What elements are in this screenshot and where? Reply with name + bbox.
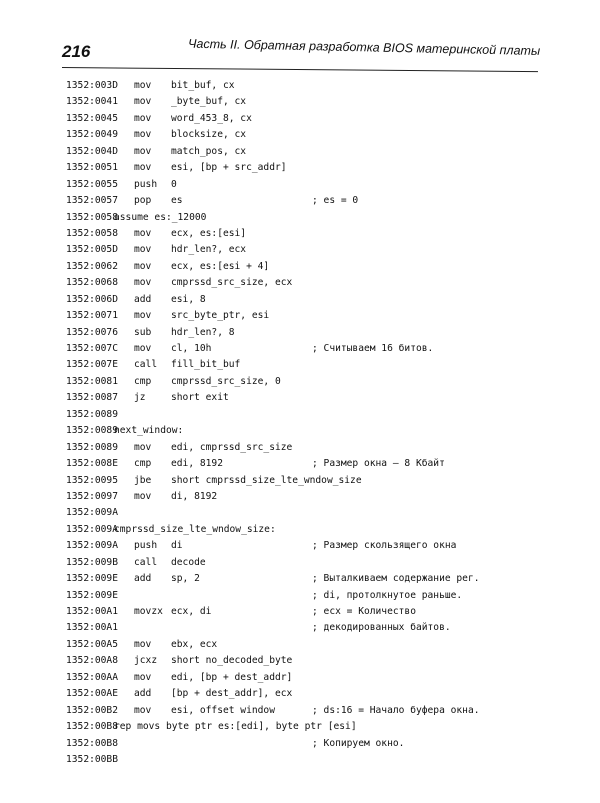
code-address: 1352:009E xyxy=(66,589,118,601)
page-number: 216 xyxy=(62,42,91,61)
code-address: 1352:0062 xyxy=(66,260,118,272)
code-address: 1352:008E xyxy=(66,458,118,470)
code-line xyxy=(66,127,546,143)
code-address: 1352:005D xyxy=(66,244,118,256)
code-line xyxy=(66,473,546,489)
code-operands: cl, 10h xyxy=(171,343,212,354)
code-comment: ; декодированных байтов. xyxy=(312,622,451,634)
code-mnemonic: mov xyxy=(134,704,152,716)
code-line xyxy=(66,538,546,554)
code-mnemonic: mov xyxy=(134,343,152,354)
code-address: 1352:0089 xyxy=(66,441,118,453)
code-comment: ; di, протолкнутое раньше. xyxy=(312,589,463,601)
code-operands: blocksize, cx xyxy=(171,129,247,141)
code-mnemonic: push xyxy=(134,540,158,552)
code-operands: ecx, es:[esi + 4] xyxy=(171,260,270,272)
code-address: 1352:00A1 xyxy=(66,606,118,617)
code-address: 1352:0055 xyxy=(66,178,118,190)
code-line xyxy=(66,341,546,357)
code-operands: di xyxy=(171,540,183,552)
code-line xyxy=(66,604,546,620)
code-line xyxy=(66,292,546,308)
code-mnemonic: call xyxy=(134,359,158,371)
code-operands: hdr_len?, 8 xyxy=(171,326,235,338)
code-line xyxy=(66,670,546,686)
code-mnemonic: cmp xyxy=(134,458,152,470)
code-address: 1352:00AA xyxy=(66,671,118,683)
code-address: 1352:009B xyxy=(66,556,118,568)
code-operands: cmprssd_src_size, 0 xyxy=(171,375,281,387)
code-operands: esi, offset window xyxy=(171,704,275,716)
code-line xyxy=(66,719,546,735)
code-mnemonic: mov xyxy=(134,277,152,289)
code-mnemonic: mov xyxy=(134,638,152,650)
code-comment: ; Выталкиваем содержание рег. xyxy=(312,573,480,585)
code-address: 1352:0097 xyxy=(66,490,118,502)
code-address: 1352:0041 xyxy=(66,96,118,108)
code-operands: _byte_buf, cx xyxy=(171,96,247,108)
code-address: 1352:0087 xyxy=(66,392,118,404)
code-label: rep movs byte ptr es:[edi], byte ptr [esi] xyxy=(114,721,357,733)
code-line xyxy=(66,620,546,636)
assembly-listing xyxy=(66,78,546,768)
code-line xyxy=(66,210,546,226)
code-address: 1352:0089 xyxy=(66,408,118,420)
code-operands: esi, [bp + src_addr] xyxy=(171,162,287,174)
code-line xyxy=(66,226,546,242)
code-mnemonic: cmp xyxy=(134,375,152,387)
code-address: 1352:0071 xyxy=(66,310,118,322)
code-address: 1352:00A5 xyxy=(66,638,118,650)
code-line xyxy=(66,752,546,768)
code-line xyxy=(66,440,546,456)
code-mnemonic: mov xyxy=(134,162,152,174)
code-operands: esi, 8 xyxy=(171,293,206,305)
code-operands: edi, [bp + dest_addr] xyxy=(171,671,293,683)
code-operands: fill_bit_buf xyxy=(171,359,241,371)
code-line xyxy=(66,489,546,505)
code-operands: hdr_len?, ecx xyxy=(171,244,247,256)
code-mnemonic: add xyxy=(134,688,152,700)
code-address: 1352:009A xyxy=(66,523,118,535)
code-comment: ; Размер окна — 8 Кбайт xyxy=(312,458,445,470)
code-line xyxy=(66,78,546,94)
code-line xyxy=(66,308,546,324)
code-comment: ; Копируем окно. xyxy=(312,737,405,749)
code-operands: edi, 8192 xyxy=(171,458,223,470)
code-mnemonic: sub xyxy=(134,326,152,338)
code-comment: ; ecx = Количество xyxy=(312,606,416,617)
code-operands: di, 8192 xyxy=(171,490,218,502)
code-address: 1352:007C xyxy=(66,343,118,354)
code-mnemonic: mov xyxy=(134,112,152,124)
code-line xyxy=(66,555,546,571)
code-operands: bit_buf, cx xyxy=(171,80,235,91)
code-operands: decode xyxy=(171,556,206,568)
code-comment: ; ds:16 = Начало буфера окна. xyxy=(312,704,480,716)
code-operands: short cmprssd_size_lte_wndow_size xyxy=(171,474,362,486)
code-mnemonic: add xyxy=(134,293,152,305)
code-address: 1352:006D xyxy=(66,293,118,305)
code-mnemonic: mov xyxy=(134,671,152,683)
code-label: cmprssd_size_lte_wndow_size: xyxy=(114,523,276,535)
code-line xyxy=(66,325,546,341)
code-operands: [bp + dest_addr], ecx xyxy=(171,688,293,700)
code-address: 1352:0045 xyxy=(66,112,118,124)
code-address: 1352:009E xyxy=(66,573,118,585)
code-mnemonic: mov xyxy=(134,145,152,157)
code-address: 1352:0058 xyxy=(66,211,118,223)
code-mnemonic: mov xyxy=(134,441,152,453)
code-line xyxy=(66,505,546,521)
code-operands: ebx, ecx xyxy=(171,638,218,650)
code-comment: ; Размер скользящего окна xyxy=(312,540,457,552)
code-line xyxy=(66,374,546,390)
code-line xyxy=(66,94,546,110)
code-operands: edi, cmprssd_src_size xyxy=(171,441,293,453)
code-line xyxy=(66,275,546,291)
code-address: 1352:009A xyxy=(66,540,118,552)
code-mnemonic: jcxz xyxy=(134,655,158,667)
code-mnemonic: mov xyxy=(134,80,152,91)
code-mnemonic: mov xyxy=(134,490,152,502)
code-line xyxy=(66,736,546,752)
code-mnemonic: mov xyxy=(134,310,152,322)
code-mnemonic: mov xyxy=(134,244,152,256)
code-operands: ecx, es:[esi] xyxy=(171,227,247,239)
code-line xyxy=(66,522,546,538)
code-mnemonic: movzx xyxy=(134,606,163,617)
code-line xyxy=(66,686,546,702)
code-line xyxy=(66,456,546,472)
running-header xyxy=(62,36,541,68)
code-operands: sp, 2 xyxy=(171,573,200,585)
code-address: 1352:00B8 xyxy=(66,721,118,733)
code-mnemonic: mov xyxy=(134,227,152,239)
code-line xyxy=(66,571,546,587)
code-line xyxy=(66,423,546,439)
code-line xyxy=(66,407,546,423)
code-line xyxy=(66,703,546,719)
code-line xyxy=(66,160,546,176)
code-operands: match_pos, cx xyxy=(171,145,247,157)
code-operands: short exit xyxy=(171,392,229,404)
code-comment: ; es = 0 xyxy=(312,195,359,207)
header-rule xyxy=(62,67,538,72)
code-line xyxy=(66,637,546,653)
code-mnemonic: mov xyxy=(134,260,152,272)
code-address: 1352:00B2 xyxy=(66,704,118,716)
code-operands: ecx, di xyxy=(171,606,212,617)
code-mnemonic: jz xyxy=(134,392,146,404)
code-operands: src_byte_ptr, esi xyxy=(171,310,270,322)
code-mnemonic: push xyxy=(134,178,158,190)
code-mnemonic: mov xyxy=(134,96,152,108)
code-address: 1352:0089 xyxy=(66,425,118,437)
code-line xyxy=(66,144,546,160)
code-mnemonic: jbe xyxy=(134,474,152,486)
code-mnemonic: add xyxy=(134,573,152,585)
code-address: 1352:0049 xyxy=(66,129,118,141)
code-address: 1352:0095 xyxy=(66,474,118,486)
code-address: 1352:004D xyxy=(66,145,118,157)
code-address: 1352:0076 xyxy=(66,326,118,338)
code-address: 1352:009A xyxy=(66,507,118,519)
code-line xyxy=(66,193,546,209)
code-line xyxy=(66,111,546,127)
code-address: 1352:0058 xyxy=(66,227,118,239)
code-mnemonic: mov xyxy=(134,129,152,141)
code-operands: word_453_8, cx xyxy=(171,112,252,124)
code-line xyxy=(66,653,546,669)
code-address: 1352:00A1 xyxy=(66,622,118,634)
code-address: 1352:00AE xyxy=(66,688,118,700)
running-title: Часть II. Обратная разработка BIOS материнской платы xyxy=(187,36,541,58)
code-operands: short no_decoded_byte xyxy=(171,655,293,667)
code-line xyxy=(66,259,546,275)
code-address: 1352:0068 xyxy=(66,277,118,289)
code-mnemonic: call xyxy=(134,556,158,568)
code-comment: ; Считываем 16 битов. xyxy=(312,343,434,354)
code-address: 1352:00B8 xyxy=(66,737,118,749)
code-line xyxy=(66,390,546,406)
code-address: 1352:0081 xyxy=(66,375,118,387)
code-operands: 0 xyxy=(171,178,177,190)
code-address: 1352:0057 xyxy=(66,195,118,207)
code-address: 1352:00BB xyxy=(66,753,118,765)
code-line xyxy=(66,357,546,373)
code-mnemonic: pop xyxy=(134,195,152,207)
code-address: 1352:00A8 xyxy=(66,655,118,667)
code-line xyxy=(66,177,546,193)
code-line xyxy=(66,588,546,604)
code-address: 1352:0051 xyxy=(66,162,118,174)
code-address: 1352:003D xyxy=(66,80,118,91)
code-operands: es xyxy=(171,195,183,207)
code-operands: cmprssd_src_size, ecx xyxy=(171,277,293,289)
code-address: 1352:007E xyxy=(66,359,118,371)
code-label: assume es:_12000 xyxy=(114,211,207,223)
code-line xyxy=(66,242,546,258)
code-label: next_window: xyxy=(114,425,184,437)
